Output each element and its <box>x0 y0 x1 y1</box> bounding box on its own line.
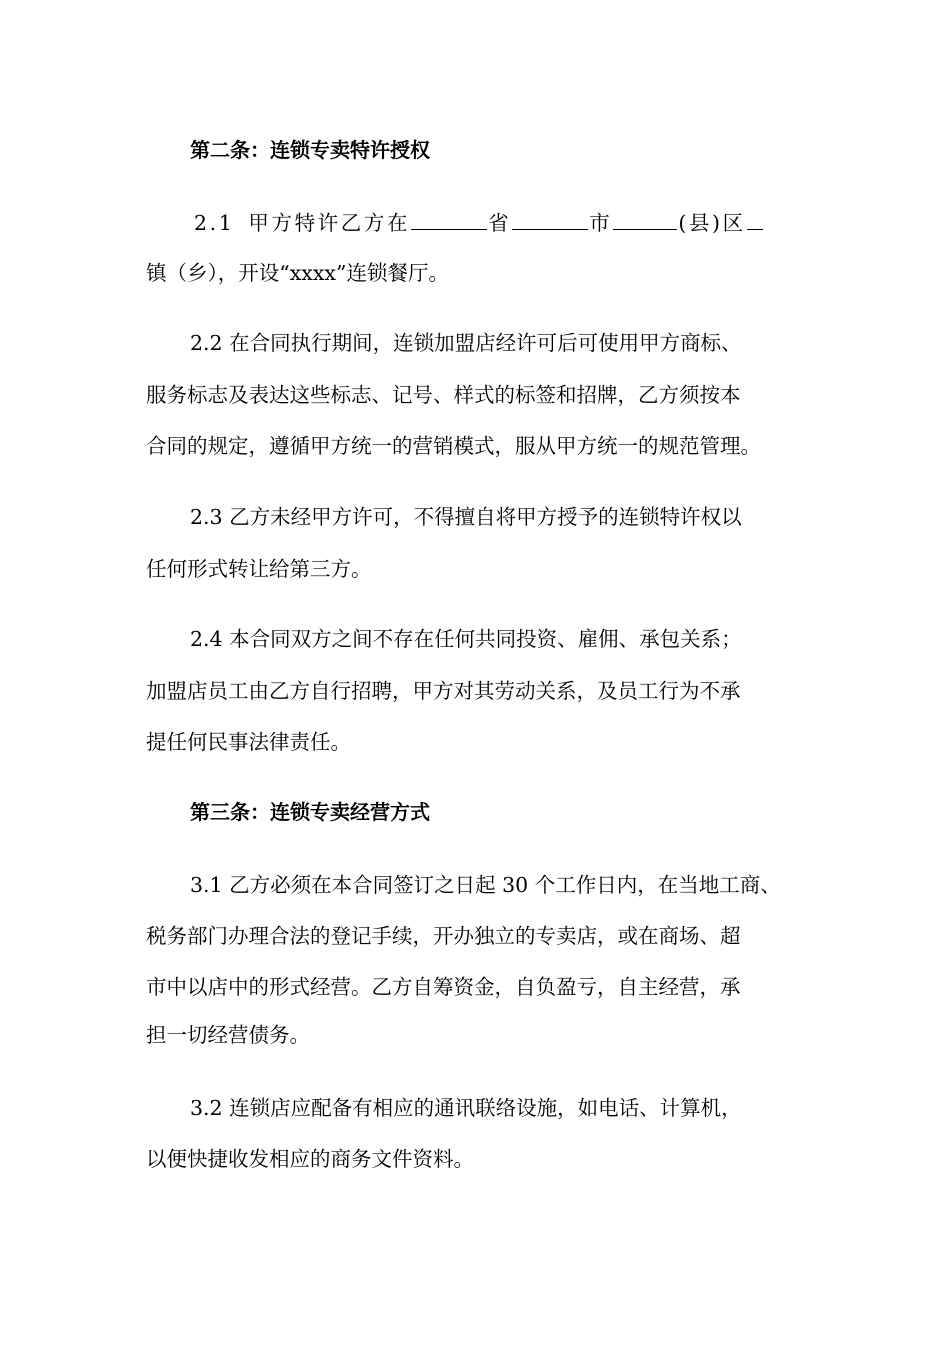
clause-3-2-line-2: 以便快捷收发相应的商务文件资料。 <box>146 1147 474 1171</box>
clause-2-1-text-a: 甲方特许乙方在 <box>248 211 411 235</box>
clause-3-1-line-2: 税务部门办理合法的登记手续，开办独立的专卖店，或在商场、超 <box>146 924 741 948</box>
clause-2-3-line-1: 2.3 乙方未经甲方许可，不得擅自将甲方授予的连锁特许权以 <box>190 505 742 529</box>
county-blank <box>613 209 677 230</box>
clause-2-4-line-3: 提任何民事法律责任。 <box>146 730 351 754</box>
clause-3-2-line-1: 3.2 连锁店应配备有相应的通讯联络设施，如电话、计算机， <box>190 1096 742 1120</box>
clause-2-2-line-3: 合同的规定，遵循甲方统一的营销模式，服从甲方统一的规范管理。 <box>146 434 761 458</box>
article-2-heading: 第二条：连锁专卖特许授权 <box>190 138 430 162</box>
clause-2-4-line-1: 2.4 本合同双方之间不存在任何共同投资、雇佣、承包关系； <box>190 627 742 651</box>
clause-2-1-text-b: 省 <box>488 211 512 235</box>
clause-2-1-number: 2.1 <box>194 211 235 235</box>
city-blank <box>512 209 588 230</box>
clause-2-1-text-c: 市 <box>589 211 613 235</box>
clause-3-1-line-3: 市中以店中的形式经营。乙方自筹资金，自负盈亏，自主经营，承 <box>146 975 741 999</box>
town-blank <box>747 209 763 230</box>
clause-2-1-text-d: (县)区 <box>678 211 746 235</box>
article-3-heading: 第三条：连锁专卖经营方式 <box>190 800 430 824</box>
clause-3-1-line-1: 3.1 乙方必须在本合同签订之日起 30 个工作日内，在当地工商、 <box>190 873 781 897</box>
province-blank <box>411 209 487 230</box>
clause-2-3-line-2: 任何形式转让给第三方。 <box>146 557 372 581</box>
clause-2-2-line-2: 服务标志及表达这些标志、记号、样式的标签和招牌，乙方须按本 <box>146 383 741 407</box>
clause-2-4-line-2: 加盟店员工由乙方自行招聘，甲方对其劳动关系，及员工行为不承 <box>146 679 741 703</box>
clause-2-1-line-2: 镇（乡），开设“xxxx”连锁餐厅。 <box>146 261 449 285</box>
clause-2-2-line-1: 2.2 在合同执行期间，连锁加盟店经许可后可使用甲方商标、 <box>190 331 742 355</box>
clause-2-1-line-1 <box>194 209 764 236</box>
clause-3-1-line-4: 担一切经营债务。 <box>146 1023 310 1047</box>
